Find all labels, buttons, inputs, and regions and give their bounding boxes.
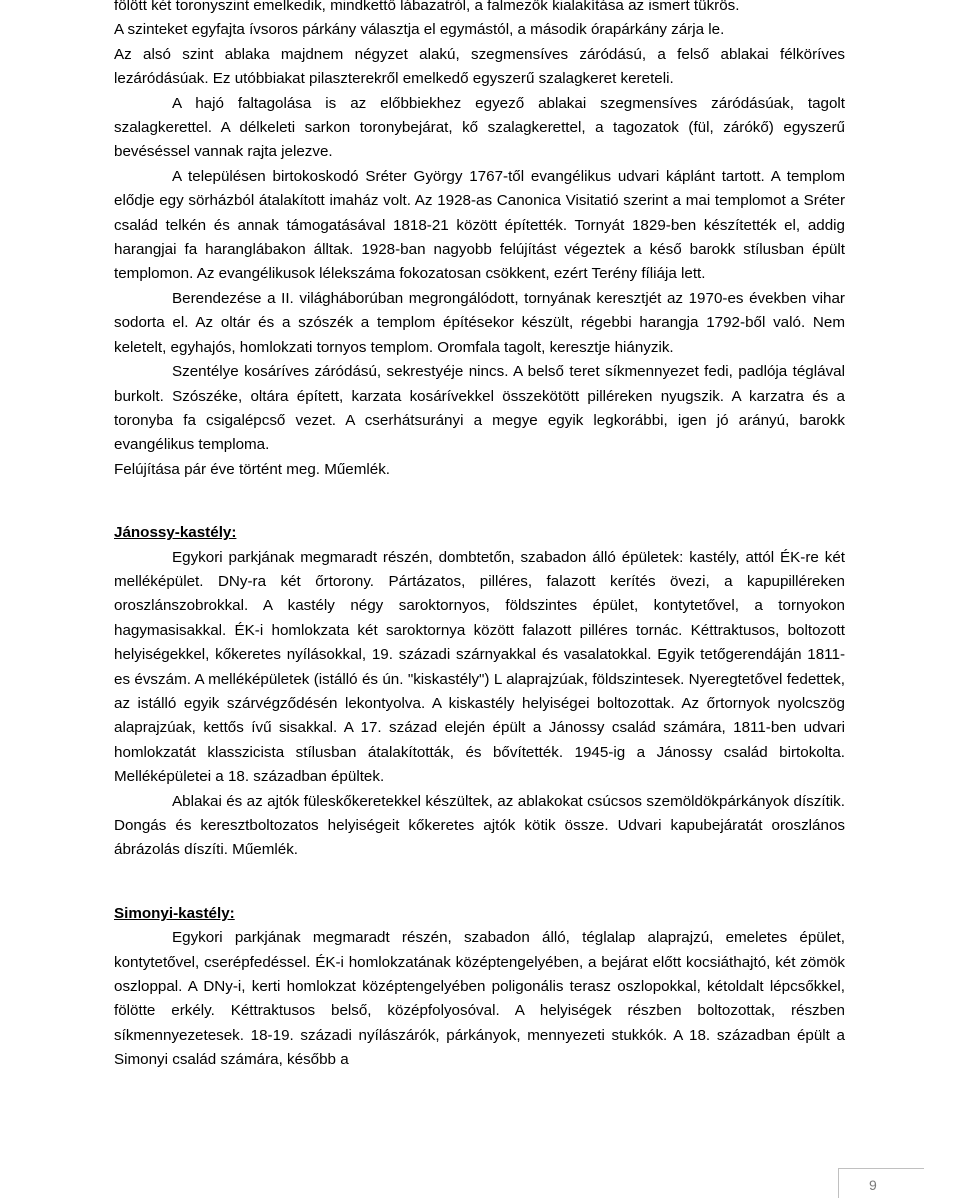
page-number-box [838,1168,924,1198]
church-paragraph-1: A hajó faltagolása is az előbbiekhez egyező ablakai szegmensíves záródásúak, tagolt szalagkerettel. A délkeleti sarkon toronybejárat, kő szalagkerettel, a tagozatok (fül, zárókő) egyszerű bevéséssel vannak rajta jelezve. [114,94,845,161]
church-paragraph-3: Berendezése a II. világháborúban megrongálódott, tornyának keresztjét az 1970-es években vihar sodorta el. Az oltár és a szószék a templom építésekor készült, régebbi harangja 1792-ből való. Nem keletelt, egyhajós, homlokzati tornyos templom. Oromfala tagolt, keresztje hiányzik. [114,289,845,356]
document-page [114,0,845,1073]
janossy-paragraph-1: Egykori parkjának megmaradt részén, dombtetőn, szabadon álló épületek: kastély, attól ÉK-re két melléképület. DNy-ra két őrtorony. Pártázatos, pilléres, falazott kerítés övezi, a kapupilléreken oroszlánszobrokkal. A kastély négy saroktornyos, földszintes épület, kontytetővel, a tornyokon hagymasisakkal. ÉK-i homlokzata két saroktornya között falazott pilléres tornác. Kéttraktusos, boltozott helyiségekkel, kőkeretes nyílásokkal, 19. századi szárnyakkal és vasalatokkal. Egyik tetőgerendáján 1811-es évszám. A melléképületek (istálló és ún. "kiskastély") L alaprajzúak, földszintesek. Nyeregtetővel fedettek, az istálló egyik szárvégződésén lekontyolva. A kiskastély helyiségei boltozottak. Az őrtornyok nyolcszög alaprajzúak, kettős ívű sisakkal. A 17. század elején épült a Jánossy család számára, 1811-ben udvari homlokzatát klasszicista stílusban átalakították, és bővítették. 1945-ig a Jánossy család birtokolta. Melléképületei a 18. században épültek. [114,548,845,786]
intro-paragraph-1: fölött két toronyszint emelkedik, mindkettő lábazatról, a falmezők kialakítása az ismert tükrös. [114,0,740,14]
simonyi-paragraph-1: Egykori parkjának megmaradt részén, szabadon álló, téglalap alaprajzú, emeletes épület, kontytetővel, cserépfedéssel. ÉK-i homlokzatának középtengelyében, a bejárat előtt kocsiáthajtó, két zömök oszloppal. A DNy-i, kerti homlokzat középtengelyében poligonális terasz oszlopokkal, kétoldalt lépcsőkkel, fölötte erkély. Kéttraktusos belső, középfolyosóval. A helyiségek részben boltozottak, részben síkmennyezetesek. 18-19. századi nyílászárók, párkányok, mennyezeti stukkók. A 18. században épült a Simonyi család számára, később a [114,929,845,1069]
intro-paragraph-3: Az alsó szint ablaka majdnem négyzet alakú, szegmensíves záródású, a felső ablakai félköríves lezáródásúak. Ez utóbbiakat pilaszterekről emelkedő egyszerű szalagkeret kereteli. [114,45,845,88]
section-heading-janossy: Jánossy-kastély: [114,524,237,542]
janossy-paragraph-2: Ablakai és az ajtók füleskőkeretekkel készültek, az ablakokat csúcsos szemöldökpárkányok díszítik. Dongás és keresztboltozatos helyiségeit kőkeretes ajtók kötik össze. Udvari kapubejáratát oroszlános ábrázolás díszíti. Műemlék. [114,792,845,859]
page-number: 9 [869,1177,877,1193]
intro-paragraph-2: A szinteket egyfajta ívsoros párkány választja el egymástól, a második órapárkány zárja le. [114,21,725,39]
section-heading-simonyi: Simonyi-kastély: [114,904,235,922]
church-closing-line: Felújítása pár éve történt meg. Műemlék. [114,460,391,478]
church-paragraph-4: Szentélye kosáríves záródású, sekrestyéje nincs. A belső teret síkmennyezet fedi, padlója téglával burkolt. Szószéke, oltára épített, karzata kosárívekkel összekötött pilléreken nyugszik. A karzatra és a toronyba fa csigalépcső vezet. A cserhátsurányi a megye egyik legkorábbi, igen jó arányú, barokk evangélikus temploma. [114,363,845,454]
church-paragraph-2: A településen birtokoskodó Sréter György 1767-től evangélikus udvari káplánt tartott. A templom elődje egy sörházból átalakított imaház volt. Az 1928-as Canonica Visitatió szerint a mai templomot a Sréter család telkén és annak támogatásával 1818-21 között építették. Tornyát 1829-ben készítették el, addig harangjai fa haranglábakon álltak. 1928-ban nagyobb felújítást végeztek a késő barokk stílusban épült templomon. Az evangélikusok lélekszáma fokozatosan csökkent, ezért Terény fíliája lett. [114,167,845,283]
